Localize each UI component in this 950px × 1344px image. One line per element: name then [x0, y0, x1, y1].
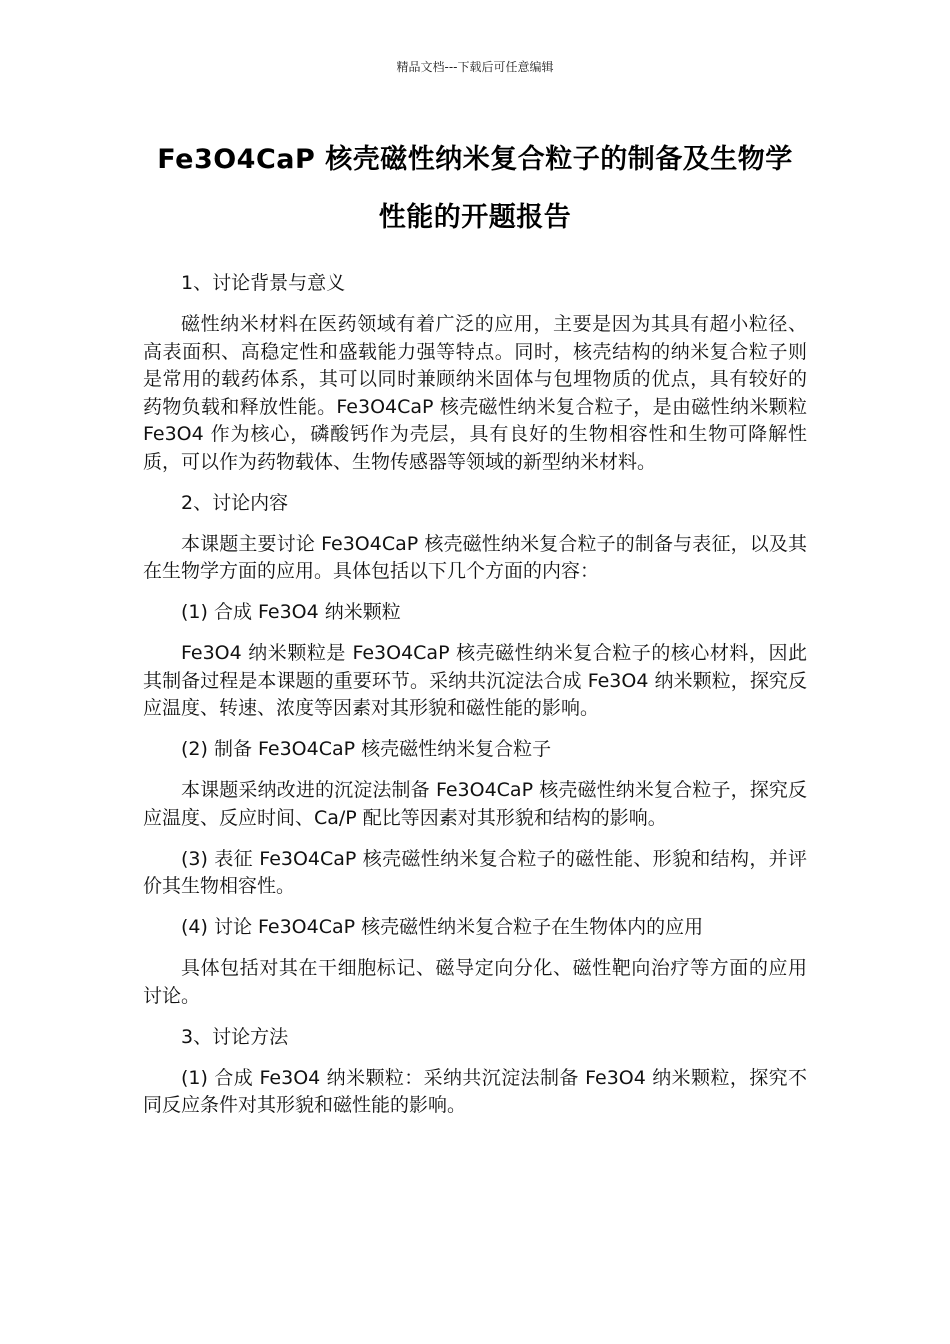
section-heading-methods: 3、讨论方法 [181, 1025, 289, 1048]
content-item-1-text: Fe3O4 纳米颗粒是 Fe3O4CaP 核壳磁性纳米复合粒子的核心材料，因此其制备过程是本课题的重要环节。采纳共沉淀法合成 Fe3O4 纳米颗粒，探究反应温度、转速、浓度等因素对其形貌和磁性能的影响。 [143, 642, 807, 719]
paragraph-content-intro: 本课题主要讨论 Fe3O4CaP 核壳磁性纳米复合粒子的制备与表征，以及其在生物学方面的应用。具体包括以下几个方面的内容： [143, 532, 807, 582]
paragraph-background: 磁性纳米材料在医药领域有着广泛的应用，主要是因为其具有超小粒径、高表面积、高稳定性和盛载能力强等特点。同时，核壳结构的纳米复合粒子则是常用的载药体系，其可以同时兼顾纳米固体与包埋物质的优点，具有较好的药物负载和释放性能。Fe3O4CaP 核壳磁性纳米复合粒子，是由磁性纳米颗粒 Fe3O4 作为核心，磷酸钙作为壳层，具有良好的生物相容性和生物可降解性质，可以作为药物载体、生物传感器等领域的新型纳米材料。 [143, 313, 807, 473]
content-item-2-heading: (2) 制备 Fe3O4CaP 核壳磁性纳米复合粒子 [181, 738, 552, 760]
header-note: 精品文档---下载后可任意编辑 [396, 60, 554, 74]
content-item-4-text: 具体包括对其在干细胞标记、磁导定向分化、磁性靶向治疗等方面的应用讨论。 [143, 957, 807, 1007]
section-heading-content: 2、讨论内容 [181, 491, 289, 514]
content-item-4-heading: (4) 讨论 Fe3O4CaP 核壳磁性纳米复合粒子在生物体内的应用 [181, 916, 704, 938]
method-item-1: (1) 合成 Fe3O4 纳米颗粒：采纳共沉淀法制备 Fe3O4 纳米颗粒，探究不同反应条件对其形貌和磁性能的影响。 [143, 1066, 807, 1116]
document-title-line-1: Fe3O4CaP 核壳磁性纳米复合粒子的制备及生物学 [157, 144, 793, 175]
content-item-2-text: 本课题采纳改进的沉淀法制备 Fe3O4CaP 核壳磁性纳米复合粒子，探究反应温度、反应时间、Ca/P 配比等因素对其形貌和结构的影响。 [143, 779, 807, 829]
content-item-1-heading: (1) 合成 Fe3O4 纳米颗粒 [181, 601, 401, 623]
section-heading-background: 1、讨论背景与意义 [181, 272, 346, 294]
content-item-3: (3) 表征 Fe3O4CaP 核壳磁性纳米复合粒子的磁性能、形貌和结构，并评价其生物相容性。 [143, 847, 807, 897]
document-body [143, 270, 807, 1133]
document-title-line-2: 性能的开题报告 [378, 202, 572, 233]
